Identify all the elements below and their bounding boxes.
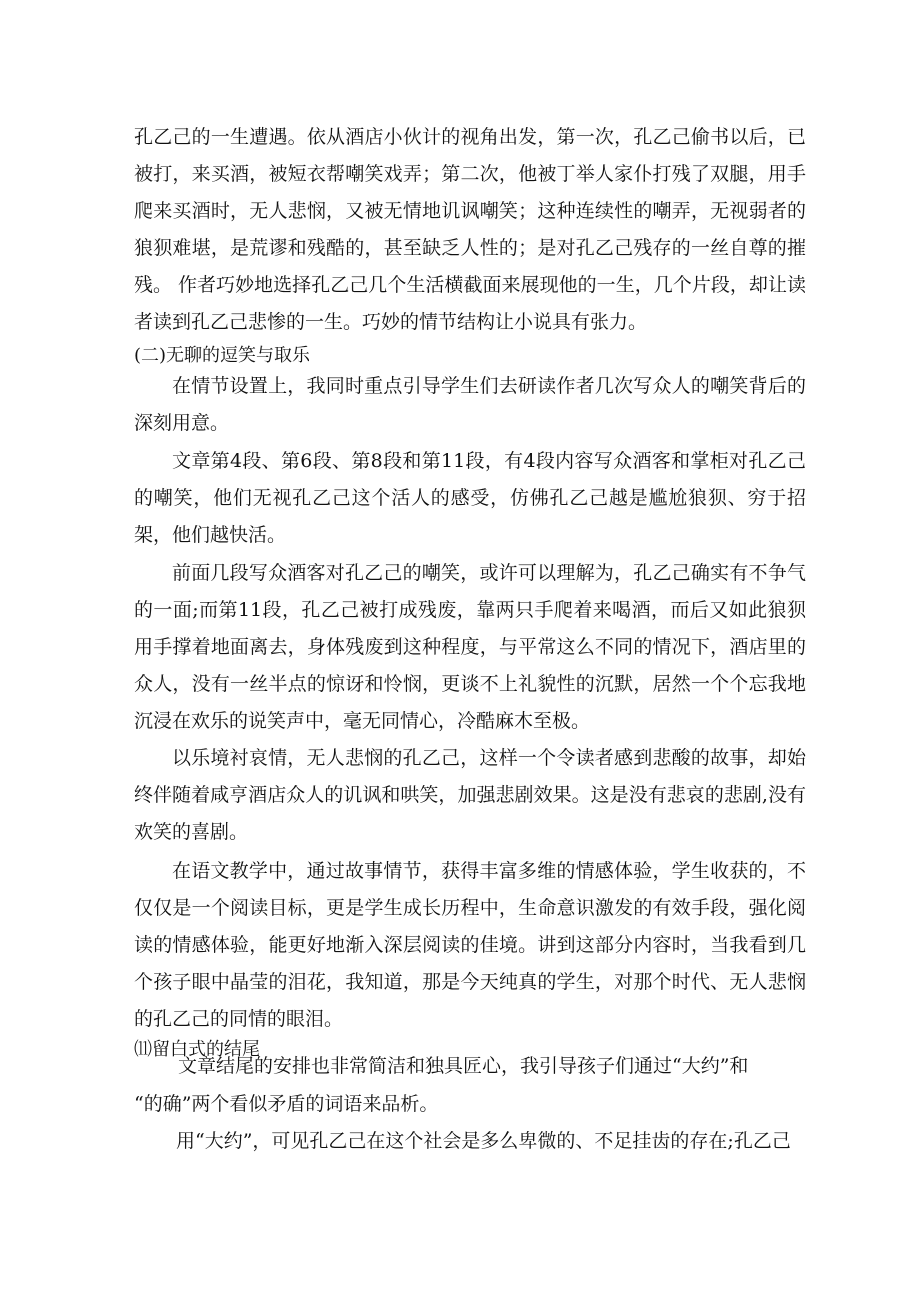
section-heading-three: ⑾留白式的结尾 xyxy=(134,1039,260,1060)
paragraph-suffering: 孔乙己的一生遭遇。依从酒店小伙计的视角出发，第一次，孔乙己偷书以后，已被打，来买酒，被短衣帮嘲笑戏弄；第二次，他被丁举人家仆打残了双腿，用手爬来买酒时，无人悲悯，又被无情地讥讽嘲笑；这种连续性的嘲弄，无视弱者的狼狈难堪，是荒谬和残酷的，甚至缺乏人性的；是对孔乙己残存的一丝自尊的摧残。 xyxy=(134,126,806,296)
paragraph-teaching: 在语文教学中，通过故事情节，获得丰富多维的情感体验，学生收获的，不仅仅是一个阅读目标，更是学生成长历程中，生命意识激发的有效手段，强化阅读的情感体验，能更好地渐入深层阅读的佳境。讲到这部分内容时，当我看到几个孩子眼中晶莹的泪花，我知道，那是今天纯真的学生，对那个时代、无人悲悯的孔乙己的同情的眼泪。 xyxy=(134,860,806,1030)
ending-paragraph-line-1: 文章结尾的安排也非常简洁和独具匠心，我引导孩子们通过“大约”和 xyxy=(178,1055,749,1077)
paragraph-joy-and-sorrow: 以乐境衬哀情，无人悲悯的孔乙己，这样一个令读者感到悲酸的故事，却始终伴随着咸亨酒店众人的讥讽和哄笑，加强悲剧效果。这是没有悲哀的悲剧,没有欢笑的喜剧。 xyxy=(134,747,806,843)
paragraph-plot-setting: 在情节设置上，我同时重点引导学生们去研读作者几次写众人的嘲笑背后的深刻用意。 xyxy=(134,375,806,434)
section-heading-two: (二)无聊的逗笑与取乐 xyxy=(134,345,311,366)
dayue-paragraph-line-1: 用“大约”，可见孔乙己在这个社会是多么卑微的、不足挂齿的存在;孔乙己 xyxy=(176,1130,791,1152)
paragraph-structure: 作者巧妙地选择孔乙己几个生活横截面来展现他的一生，几个片段，却让读者读到孔乙己悲惨的一生。巧妙的情节结构让小说具有张力。 xyxy=(134,274,806,333)
ending-paragraph-line-2: “的确”两个看似矛盾的词语来品析。 xyxy=(134,1093,439,1115)
paragraph-paragraph-eleven: 前面几段写众酒客对孔乙己的嘲笑，或许可以理解为，孔乙己确实有不争气的一面;而第11段，孔乙己被打成残废，靠两只手爬着来喝酒，而后又如此狼狈用手撑着地面离去，身体残废到这种程度，与平常这么不同的情况下，酒店里的众人，没有一丝半点的惊讶和怜悯，更谈不上礼貌性的沉默，居然一个个忘我地沉浸在欢乐的说笑声中，毫无同情心，冷酷麻木至极。 xyxy=(134,562,806,732)
paragraph-mockery-sections: 文章第4段、第6段、第8段和第11段，有4段内容写众酒客和掌柜对孔乙己的嘲笑，他们无视孔乙己这个活人的感受，仿佛孔乙己越是尴尬狼狈、穷于招架，他们越快活。 xyxy=(134,450,806,546)
